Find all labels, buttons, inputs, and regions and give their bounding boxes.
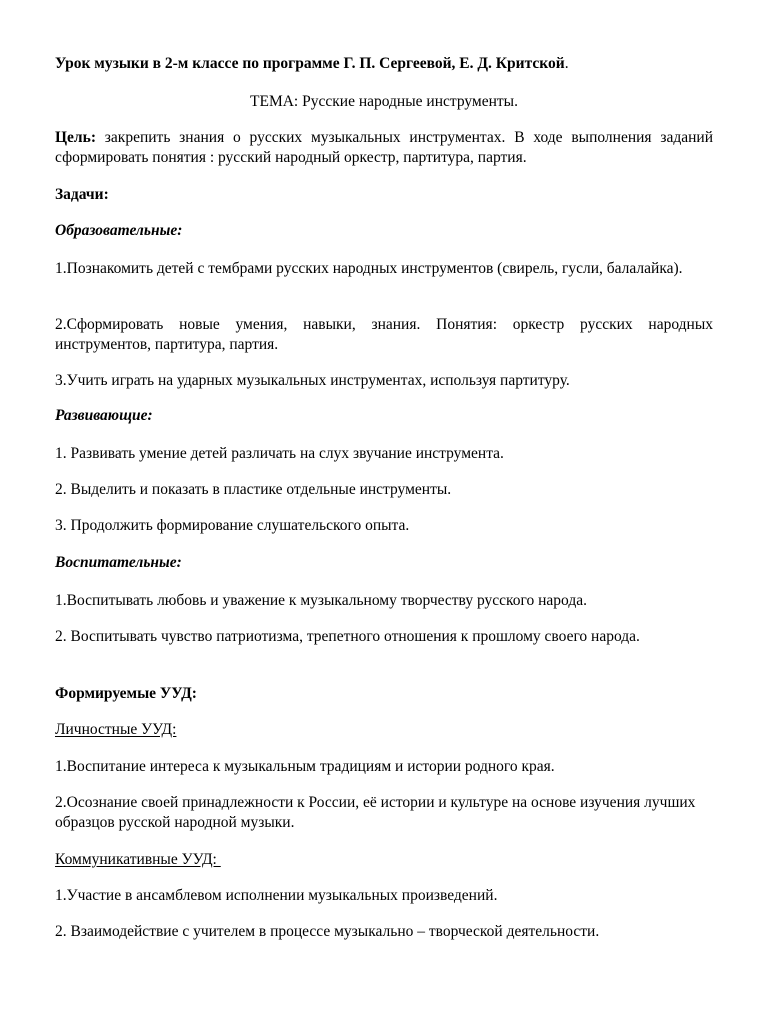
developing-item-1: 1. Развивать умение детей различать на слух звучание инструмента.	[55, 445, 504, 462]
communicative-item-2: 2. Взаимодействие с учителем в процессе музыкально – творческой деятельности.	[55, 923, 600, 940]
personal-item-2: 2.Осознание своей принадлежности к России, её истории и культуре на основе изучения лучших образцов русской народной музыки.	[55, 794, 696, 831]
developing-item-2: 2. Выделить и показать в пластике отдельные инструменты.	[55, 481, 452, 498]
personal-uud-heading: Личностные УУД:	[55, 721, 177, 738]
educational-item-3: 3.Учить играть на ударных музыкальных инструментах, используя партитуру.	[55, 372, 570, 389]
lesson-heading: Урок музыки в 2-м классе по программе Г. П. Сергеевой, Е. Д. Критской.	[55, 55, 569, 72]
tasks-heading: Задачи:	[55, 186, 109, 203]
goal-label: Цель:	[55, 129, 96, 146]
developing-item-3: 3. Продолжить формирование слушательского опыта.	[55, 517, 410, 534]
upbringing-item-1: 1.Воспитывать любовь и уважение к музыкальному творчеству русского народа.	[55, 592, 587, 609]
goal-paragraph	[55, 128, 713, 168]
developing-heading: Развивающие:	[55, 407, 153, 424]
goal-text: закрепить знания о русских музыкальных инструментах. В ходе выполнения заданий сформировать понятия : русский народный оркестр, партитура, партия.	[55, 129, 713, 166]
uud-heading: Формируемые УУД:	[55, 685, 197, 702]
educational-item-2: 2.Сформировать новые умения, навыки, знания. Понятия: оркестр русских народных инструментов, партитура, партия.	[55, 316, 713, 353]
upbringing-item-2: 2. Воспитывать чувство патриотизма, трепетного отношения к прошлому своего народа.	[55, 628, 640, 645]
educational-item-1: 1.Познакомить детей с тембрами русских народных инструментов (свирель, гусли, балалайка).	[55, 260, 683, 277]
upbringing-heading: Воспитательные:	[55, 554, 182, 571]
educational-heading: Образовательные:	[55, 222, 183, 239]
communicative-uud-heading: Коммуникативные УУД:	[55, 851, 221, 868]
personal-item-1: 1.Воспитание интереса к музыкальным традициям и истории родного края.	[55, 758, 555, 775]
communicative-item-1: 1.Участие в ансамблевом исполнении музыкальных произведений.	[55, 887, 498, 904]
topic-line: ТЕМА: Русские народные инструменты.	[250, 93, 518, 110]
